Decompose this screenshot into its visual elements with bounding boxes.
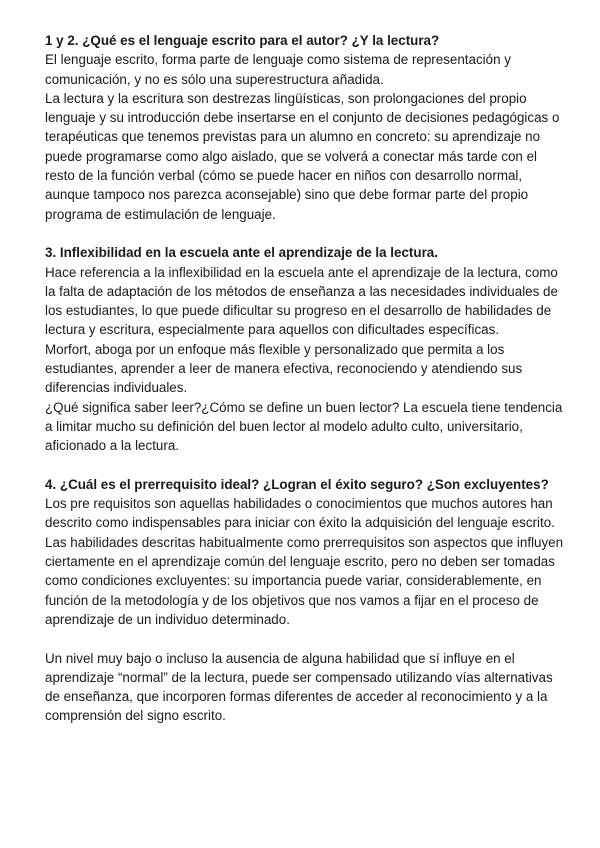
- paragraph: Los pre requisitos son aquellas habilidades o conocimientos que muchos autores han descrito como indispensables para iniciar con éxito la adquisición del lenguaje escrito.: [45, 496, 555, 531]
- paragraph: Morfort, aboga por un enfoque más flexible y personalizado que permita a los estudiantes, aprender a leer de manera efectiva, reconociendo y atendiendo sus diferencias individuales.: [45, 341, 523, 396]
- document-body: [45, 31, 565, 726]
- section-heading: 3. Inflexibilidad en la escuela ante el aprendizaje de la lectura.: [45, 245, 438, 261]
- paragraph: Un nivel muy bajo o incluso la ausencia de alguna habilidad que sí influye en el aprendizaje “normal” de la lectura, puede ser compensado utilizando vías alternativas de enseñanza, que incorporen formas diferentes de acceder al reconocimiento y a la comprensión del signo escrito.: [45, 650, 553, 724]
- section-heading: 4. ¿Cuál es el prerrequisito ideal? ¿Logran el éxito seguro? ¿Son excluyentes?: [45, 476, 549, 492]
- paragraph: El lenguaje escrito, forma parte de lenguaje como sistema de representación y comunicación, y no es sólo una superestructura añadida.: [45, 52, 511, 87]
- section-3: [45, 243, 565, 455]
- paragraph: ¿Qué significa saber leer?¿Cómo se define un buen lector? La escuela tiene tendencia a limitar mucho su definición del buen lector al modelo adulto culto, universitario, aficionado a la lectura.: [45, 399, 563, 454]
- paragraph: La lectura y la escritura son destrezas lingüísticas, son prolongaciones del propio lenguaje y su introducción debe insertarse en el conjunto de decisiones pedagógicas o terapéuticas que tenemos previstas para un alumno en concreto: su aprendizaje no puede programarse como algo aislado, que se volverá a conectar más tarde con el resto de la función verbal (cómo se puede hacer en niños con desarrollo normal, aunque tampoco nos parezca aconsejable) sino que debe formar parte del propio programa de estimulación de lenguaje.: [45, 90, 560, 222]
- paragraph: Hace referencia a la inflexibilidad en la escuela ante el aprendizaje de la lectura, como la falta de adaptación de los métodos de enseñanza a las necesidades individuales de los estudiantes, lo que puede dificultar su progreso en el desarrollo de habilidades de lectura y escritura, especialmente para aquellos con dificultades específicas.: [45, 264, 558, 338]
- section-4: [45, 475, 565, 726]
- section-heading: 1 y 2. ¿Qué es el lenguaje escrito para el autor? ¿Y la lectura?: [45, 33, 440, 48]
- section-1-2: [45, 31, 565, 224]
- paragraph: Las habilidades descritas habitualmente como prerrequisitos son aspectos que influyen ciertamente en el aprendizaje común del lenguaje escrito, pero no deben ser tomadas como condiciones excluyentes: su importancia puede variar, considerablemente, en función de la metodología y de los objetivos que nos vamos a fijar en el proceso de aprendizaje de un individuo determinado.: [45, 534, 564, 627]
